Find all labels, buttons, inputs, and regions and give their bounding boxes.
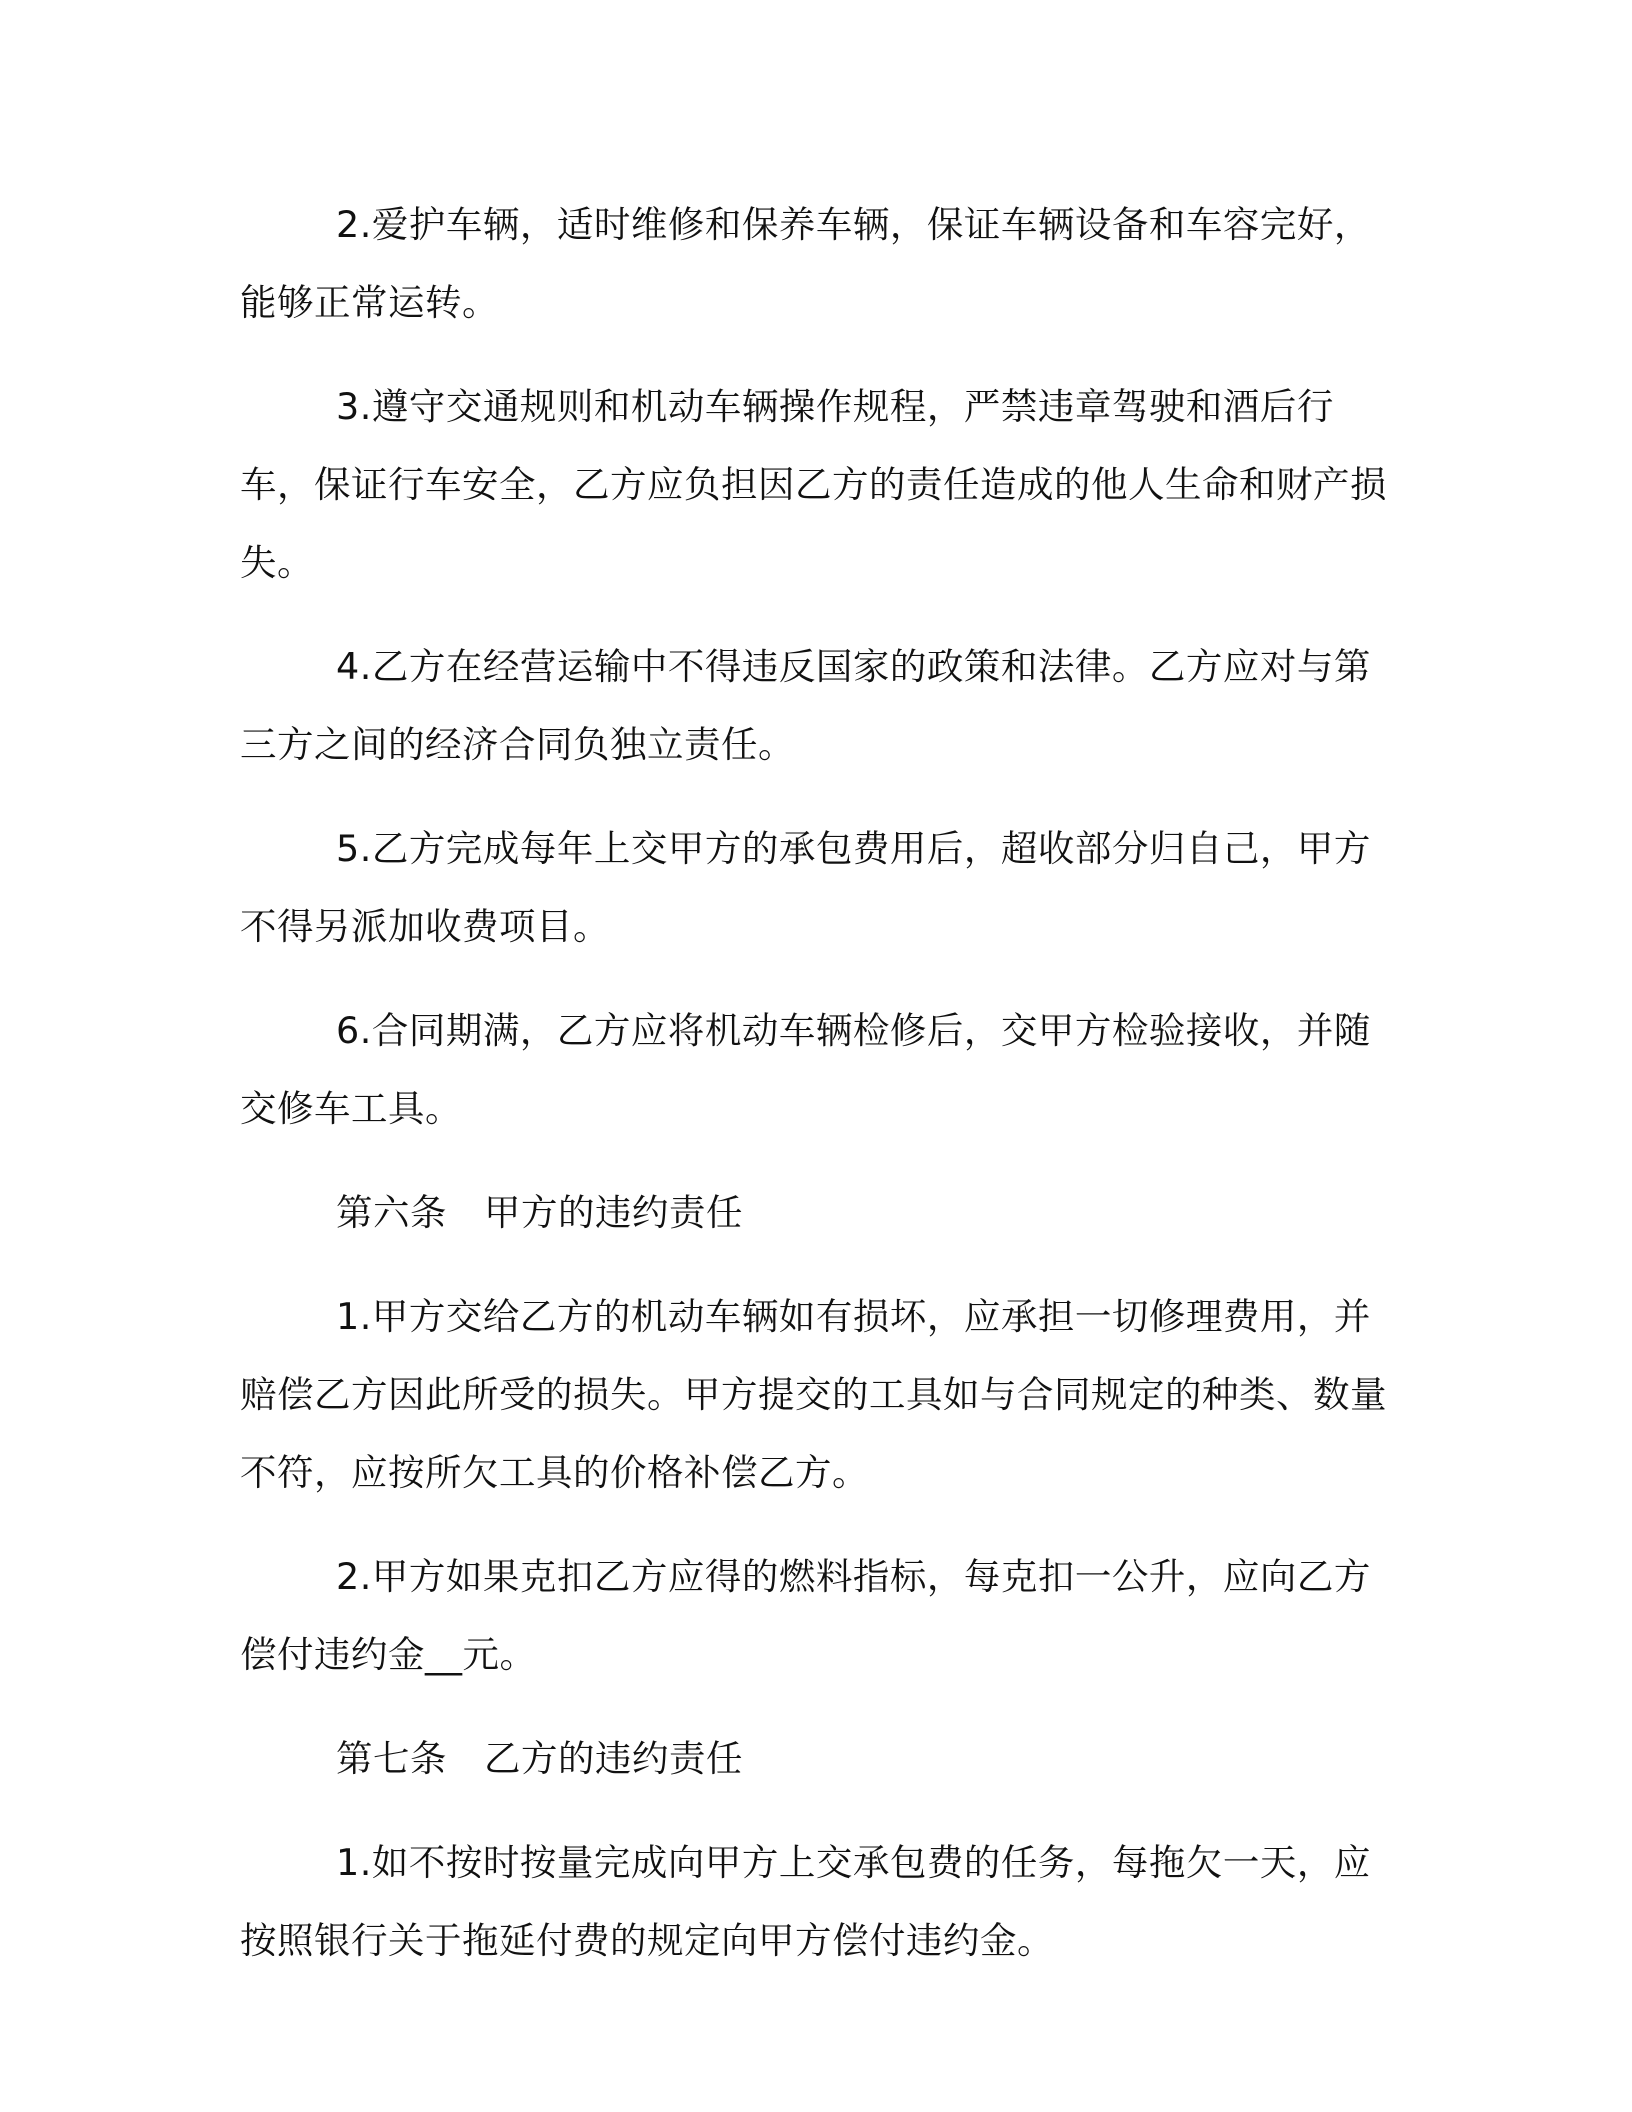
- clause-2-vehicle-care: 2.爱护车辆，适时维修和保养车辆，保证车辆设备和车容完好，能够正常运转。: [240, 203, 1371, 324]
- clause-3-traffic-rules: 3.遵守交通规则和机动车辆操作规程，严禁违章驾驶和酒后行车，保证行车安全，乙方应负担因乙方的责任造成的他人生命和财产损失。: [240, 385, 1387, 584]
- document-body: [240, 186, 1392, 2006]
- clause-4-legal-compliance: 4.乙方在经营运输中不得违反国家的政策和法律。乙方应对与第三方之间的经济合同负独立责任。: [240, 645, 1371, 766]
- article-6-item-1: 1.甲方交给乙方的机动车辆如有损坏，应承担一切修理费用，并赔偿乙方因此所受的损失。甲方提交的工具如与合同规定的种类、数量不符，应按所欠工具的价格补偿乙方。: [240, 1295, 1387, 1494]
- clause-5-excess-income: 5.乙方完成每年上交甲方的承包费用后，超收部分归自己，甲方不得另派加收费项目。: [240, 827, 1371, 948]
- article-6-heading: 第六条 甲方的违约责任: [336, 1191, 743, 1234]
- article-6-item-2: 2.甲方如果克扣乙方应得的燃料指标，每克扣一公升，应向乙方偿付违约金__元。: [240, 1555, 1371, 1676]
- article-7-item-1: 1.如不按时按量完成向甲方上交承包费的任务，每拖欠一天，应按照银行关于拖延付费的规定向甲方偿付违约金。: [240, 1841, 1371, 1962]
- article-7-heading: 第七条 乙方的违约责任: [336, 1737, 743, 1780]
- clause-6-contract-expiry: 6.合同期满，乙方应将机动车辆检修后，交甲方检验接收，并随交修车工具。: [240, 1009, 1371, 1130]
